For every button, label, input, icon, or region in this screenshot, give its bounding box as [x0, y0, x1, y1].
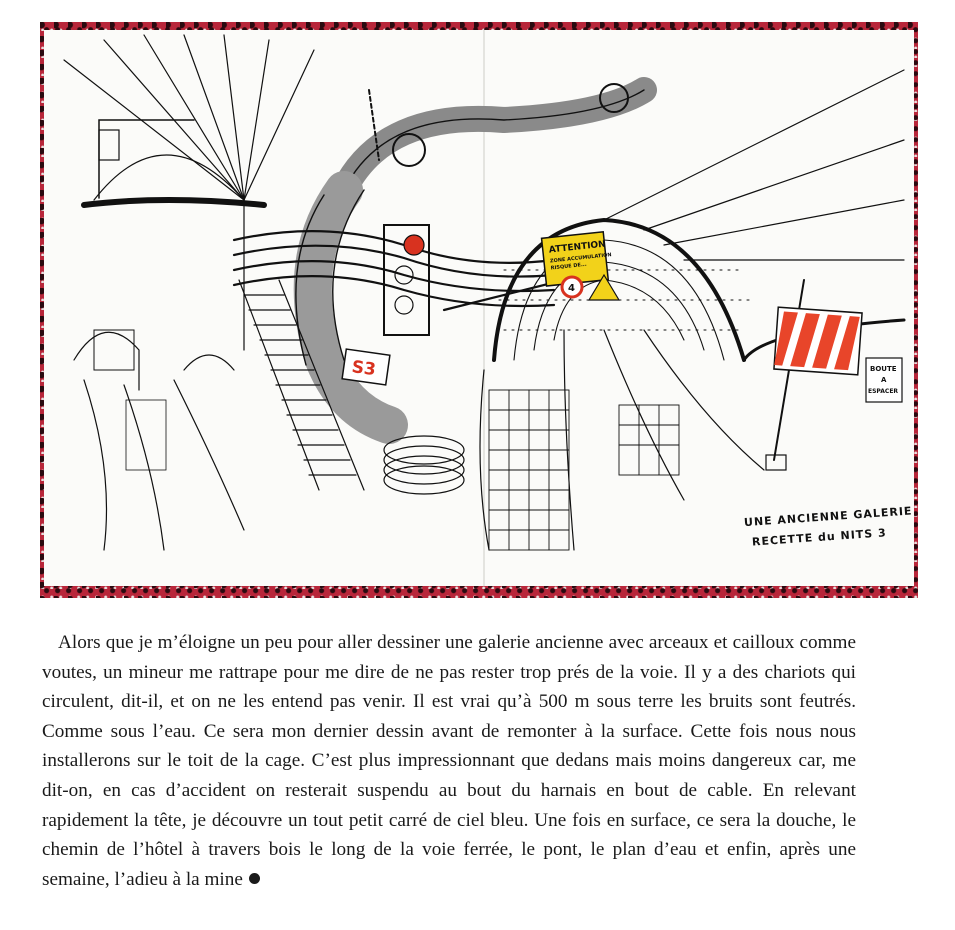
article-paragraph-text: Alors que je m’éloigne un peu pour aller dessiner une galerie ancienne avec arceaux et cailloux comme voutes, un mineur me rattrape pour me dire de ne pas rester trop prés de la voie. Il y a des chariots qui circulent, dit-il, et on ne les entend pas venir. Il est vrai qu’à 500 m sous terre les bruits sont feutrés. Comme sous l’eau. Ce sera mon dernier dessin avant de remonter à la surface. Cette fois nous nous installerons sur le toit de la cage. C’est plus impressionnant que dedans mais moins dangereux car, me dit-on, en cas d’accident on resterait suspendu au bout du harnais en bout de cable. En relevant rapidement la tête, je découvre un tout petit carré de ciel bleu. Une fois en surface, ce sera la douche, le chemin de l’hôtel à travers bois le long de la voie ferrée, le pont, le plan d’eau et enfin, après une semaine, l’adieu à la mine [42, 632, 856, 890]
s3-tag-label: S3 [350, 357, 378, 381]
vertical-pipe [313, 190, 389, 425]
attention-sign-title: ATTENTION [548, 239, 607, 256]
end-bullet-icon [249, 873, 260, 884]
sketch-caption-line2: RECETTE du NITS 3 [751, 526, 888, 549]
speed-sign-value: 4 [568, 283, 575, 294]
mine-gallery-sketch [44, 30, 914, 586]
left-tunnel-arch [94, 155, 244, 350]
wall-sign-line3: ESPACER [868, 388, 899, 395]
wall-sign-line1: BOUTE [870, 365, 897, 373]
wall-sign [866, 358, 902, 402]
rails-left [84, 380, 244, 550]
ceiling-ribs-left [64, 35, 314, 200]
junction-box [99, 130, 119, 160]
small-tunnel-left [74, 332, 139, 390]
s3-tag [342, 349, 390, 385]
cable-coil [384, 436, 464, 494]
rails-right [480, 330, 764, 550]
floor-grid [489, 390, 679, 550]
wall-sign-line2: A [881, 376, 887, 384]
attention-sign-sub1: ZONE ACCUMULATION [549, 252, 612, 265]
striped-barrier [774, 307, 862, 375]
sketch-caption-line1: UNE ANCIENNE GALERIE [743, 504, 913, 530]
article-paragraph [42, 628, 856, 894]
ribbed-tunnel [494, 220, 749, 360]
left-pipe [84, 200, 264, 205]
attention-sign-sub2: RISQUE DE... [550, 261, 587, 272]
